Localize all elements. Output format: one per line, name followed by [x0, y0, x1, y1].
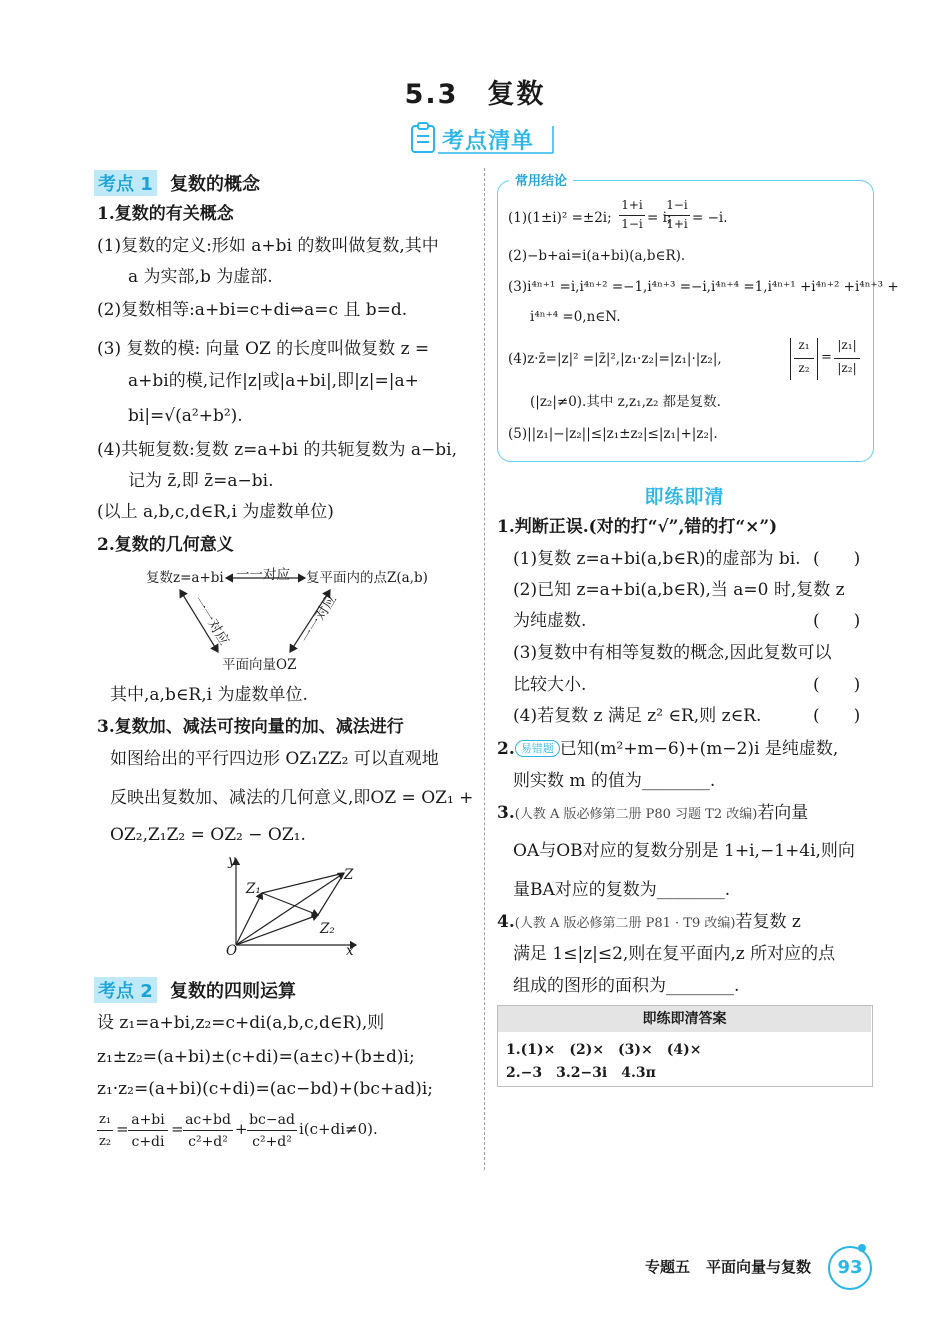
div-tail: i(c+di≠0). — [299, 1120, 378, 1138]
fig-z-label: Z — [344, 867, 354, 883]
conclusion-4b: (|z₂|≠0).其中 z,z₁,z₂ 都是复数. — [530, 394, 721, 410]
div-f2-num: bc−ad — [249, 1112, 295, 1128]
q4-source: (人教 A 版必修第二册 P81 · T9 改编) — [514, 916, 736, 931]
kd1-line: 1.复数的有关概念 — [97, 204, 234, 224]
c1-frac1-num: 1+i — [621, 198, 643, 212]
div-f2-den: c²+d² — [252, 1134, 292, 1150]
div-lhs-den: z₂ — [98, 1134, 112, 1149]
conclusion-5: (5)||z₁|−|z₂||≤|z₁±z₂|≤|z₁|+|z₂|. — [508, 426, 718, 442]
footer-section: 专题五 — [645, 1258, 691, 1276]
conclusions-tag: 常用结论 — [509, 170, 573, 189]
conclusion-1c: = −i. — [692, 210, 728, 226]
q1-item: 为纯虚数. — [513, 611, 587, 631]
division-formula: z₁ z₂ = a+bi c+di = ac+bd c²+d² + bc−ad c²+d² i(c+di≠0). — [98, 1112, 378, 1150]
page-number-dot — [858, 1244, 866, 1252]
div-mid-den: c+di — [131, 1134, 165, 1150]
kd1-line: 如图给出的平行四边形 OZ₁ZZ₂ 可以直观地 — [110, 749, 439, 769]
kd1-line: 3.复数加、减法可按向量的加、减法进行 — [97, 717, 404, 737]
kaodian-2-tag: 考点 2 — [94, 977, 157, 1003]
kd1-line: (2)复数相等:a+bi=c+di⇔a=c 且 b=d. — [97, 300, 408, 320]
section-banner — [408, 120, 558, 156]
c1-frac1-den: 1−i — [621, 217, 643, 231]
kaodian-1-title: 复数的概念 — [170, 174, 260, 195]
q4-line: 组成的图形的面积为________. — [513, 976, 740, 996]
q1-item: (4)若复数 z 满足 z² ∈R,则 z∈R. — [513, 706, 762, 726]
q1-item: (3)复数中有相等复数的概念,因此复数可以 — [513, 643, 832, 663]
q1-stem: 1.判断正误.(对的打“√”,错的打“×”) — [497, 517, 778, 537]
div-lhs-num: z₁ — [98, 1112, 112, 1127]
kd1-line: a 为实部,b 为虚部. — [128, 267, 273, 287]
conclusion-3a: (3)i⁴ⁿ⁺¹ =i,i⁴ⁿ⁺² =−1,i⁴ⁿ⁺³ =−i,i⁴ⁿ⁺⁴ =1,i⁴ⁿ⁺¹ +i⁴ⁿ⁺² +i⁴ⁿ⁺³ + — [508, 279, 899, 295]
q3-line: 量BA对应的复数为________. — [513, 880, 731, 900]
c1-frac2-num: 1−i — [666, 198, 688, 212]
conclusion-1a: (1)(1±i)² =±2i; — [508, 210, 612, 226]
answer-paren: ( ) — [813, 611, 861, 631]
q2-line: 则实数 m 的值为________. — [513, 771, 716, 791]
conclusion-3b: i⁴ⁿ⁺⁴ =0,n∈N. — [530, 309, 621, 325]
kd1-line: (4)共轭复数:复数 z=a+bi 的共轭复数为 a−bi, — [97, 440, 458, 460]
q4-line: 满足 1≤|z|≤2,则在复平面内,z 所对应的点 — [513, 944, 836, 964]
answer-paren: ( ) — [813, 706, 861, 726]
parallelogram-figure — [222, 855, 362, 955]
kaodian-1-tag: 考点 1 — [94, 170, 157, 196]
kd1-line: (3) 复数的模: 向量 OZ 的长度叫做复数 z = — [97, 339, 430, 359]
answer-row: 2.−3 3.2−3i 4.3π — [506, 1065, 656, 1081]
diagram-point-z: 复平面内的点Z(a,b) — [306, 570, 428, 586]
conclusion-1b: = i; — [647, 210, 672, 226]
div-mid-num: a+bi — [131, 1112, 165, 1128]
kd1-line: 反映出复数加、减法的几何意义,即OZ = OZ₁ + — [110, 788, 474, 808]
q4-number: 4. — [497, 912, 515, 932]
diagram-vector-oz: 平面向量OZ — [222, 657, 297, 673]
div-f1-den: c²+d² — [188, 1134, 228, 1150]
practice-heading: 即练即清 — [644, 486, 725, 508]
diagram-top-label: 一一对应 — [236, 567, 290, 583]
q1-item: 比较大小. — [513, 675, 587, 695]
c4-lhs-num: z₁ — [798, 338, 810, 352]
footer-topic: 平面向量与复数 — [706, 1258, 812, 1276]
fig-y-label: y — [228, 853, 236, 869]
q2-text: 已知(m²+m−6)+(m−2)i 是纯虚数, — [559, 739, 839, 759]
conclusion-2: (2)−b+ai=i(a+bi)(a,b∈R). — [508, 248, 686, 264]
question-3 — [497, 802, 808, 826]
q3-text: 若向量 — [757, 803, 809, 823]
div-f1-num: ac+bd — [185, 1112, 231, 1128]
diagram-side-right-label: 一一对应 — [297, 591, 341, 647]
fig-x-label: x — [346, 943, 354, 959]
kd1-line: OZ₂,Z₁Z₂ = OZ₂ − OZ₁. — [110, 825, 306, 845]
kd2-line: 设 z₁=a+bi,z₂=c+di(a,b,c,d∈R),则 — [97, 1013, 385, 1033]
fig-z1-label: Z₁ — [246, 881, 261, 897]
fig-z2-label: Z₂ — [320, 921, 335, 937]
kd1-line: 记为 z̄,即 z̄=a−bi. — [128, 471, 274, 491]
error-prone-badge: 易错题 — [515, 740, 560, 757]
q1-item: (2)已知 z=a+bi(a,b∈R),当 a=0 时,复数 z — [513, 580, 845, 600]
answer-heading: 即练即清答案 — [498, 1006, 871, 1032]
c4-lhs-den: z₂ — [798, 361, 810, 375]
kd2-line: z₁·z₂=(a+bi)(c+di)=(ac−bd)+(bc+ad)i; — [97, 1079, 434, 1099]
q2-number: 2. — [497, 739, 515, 759]
kd1-line: 2.复数的几何意义 — [97, 535, 234, 555]
column-divider — [484, 168, 485, 1170]
question-4 — [497, 911, 801, 935]
question-2 — [497, 738, 838, 760]
fig-origin-label: O — [226, 943, 238, 959]
c4-rhs-den: |z₂| — [837, 361, 857, 375]
q3-source: (人教 A 版必修第二册 P80 习题 T2 改编) — [514, 807, 758, 822]
kaodian-2-title: 复数的四则运算 — [170, 981, 296, 1002]
kd1-line: (1)复数的定义:形如 a+bi 的数叫做复数,其中 — [97, 236, 439, 256]
answer-paren: ( ) — [813, 549, 861, 569]
diagram-complex-number: 复数z=a+bi — [146, 570, 224, 586]
q1-item: (1)复数 z=a+bi(a,b∈R)的虚部为 bi. — [513, 549, 801, 569]
diagram-side-left-label: 一一对应 — [189, 593, 233, 649]
kd1-line: bi|=√(a²+b²). — [128, 406, 243, 426]
q3-number: 3. — [497, 803, 515, 823]
kd1-line: 其中,a,b∈R,i 为虚数单位. — [110, 685, 308, 705]
kd1-line: a+bi的模,记作|z|或|a+bi|,即|z|=|a+ — [128, 371, 419, 391]
kd2-line: z₁±z₂=(a+bi)±(c+di)=(a±c)+(b±d)i; — [97, 1047, 415, 1067]
page-title: 5.3 复数 — [404, 79, 546, 110]
c1-frac2-den: 1+i — [666, 217, 688, 231]
c4-rhs-num: |z₁| — [837, 338, 857, 352]
answer-row: 1.(1)× (2)× (3)× (4)× — [506, 1042, 702, 1058]
page-number: 93 — [828, 1246, 872, 1290]
banner-text: 考点清单 — [442, 129, 535, 154]
kd1-line: (以上 a,b,c,d∈R,i 为虚数单位) — [97, 502, 334, 522]
q4-text: 若复数 z — [735, 912, 801, 932]
answer-paren: ( ) — [813, 675, 861, 695]
conclusion-4a: (4)z·z̄=|z|² =|z̄|²,|z₁·z₂|=|z₁|·|z₂|, — [508, 351, 722, 367]
q3-line: OA与OB对应的复数分别是 1+i,−1+4i,则向 — [513, 841, 855, 861]
